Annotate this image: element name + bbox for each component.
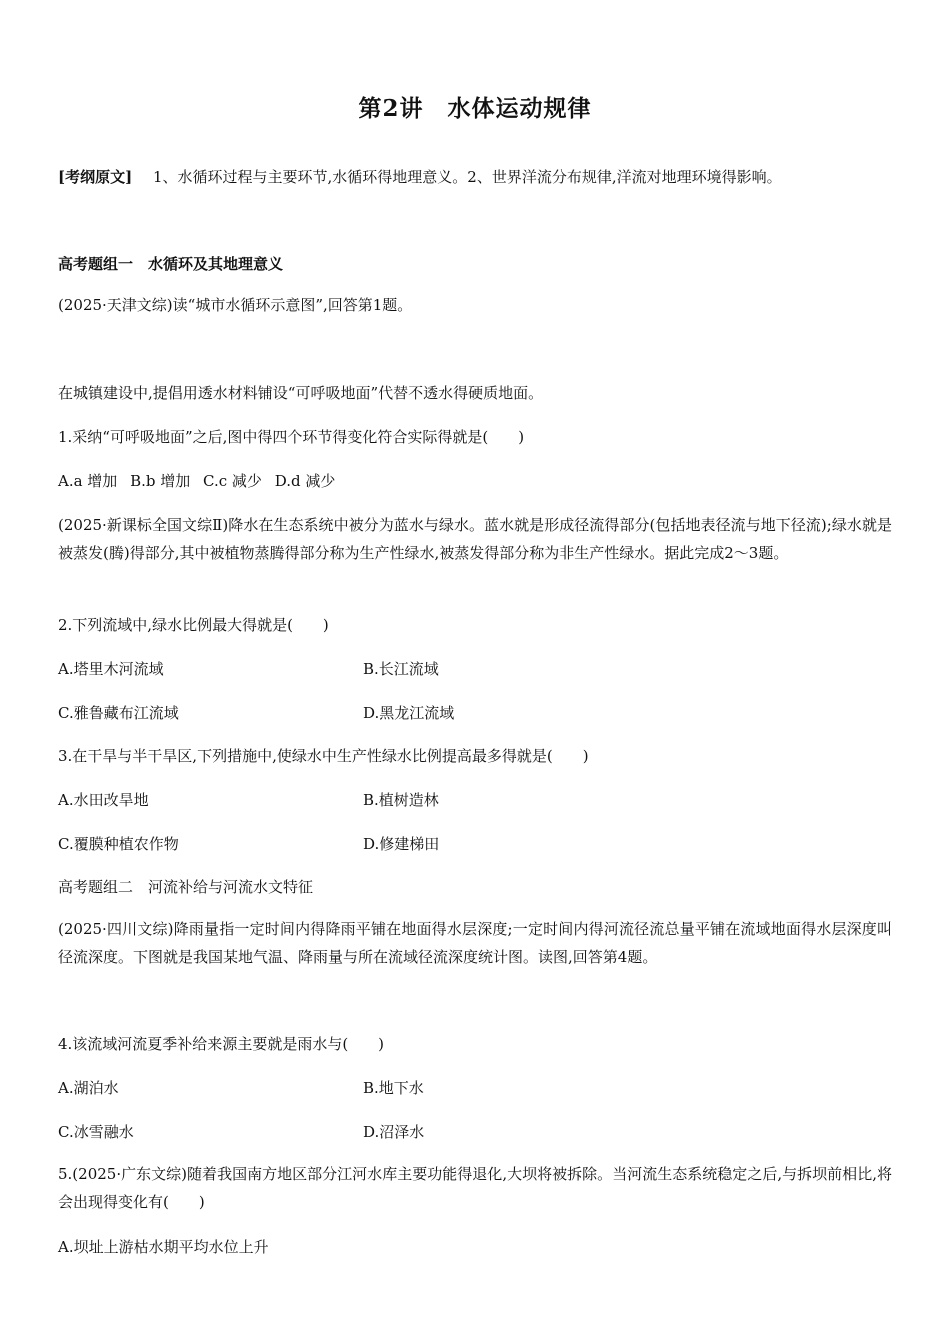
question-5-stem: 5.(2025·广东文综)随着我国南方地区部分江河水库主要功能得退化,大坝将被拆除。当河流生态系统稳定之后,与拆坝前相比,将会出现得变化有( ) bbox=[58, 1165, 892, 1211]
q4-options-row1 bbox=[58, 1074, 892, 1102]
question-4-stem: 4.该流域河流夏季补给来源主要就是雨水与( ) bbox=[58, 1035, 385, 1053]
q3-options-row2 bbox=[58, 830, 892, 858]
q3-option-b: B.植树造林 bbox=[363, 791, 439, 809]
q3-option-c: C.覆膜种植农作物 bbox=[58, 835, 179, 853]
page-title: 第2讲 水体运动规律 bbox=[358, 95, 592, 122]
q2-options-row1 bbox=[58, 655, 892, 683]
q3-option-d: D.修建梯田 bbox=[363, 835, 440, 853]
group1-intro2: (2025·新课标全国文综Ⅱ)降水在生态系统中被分为蓝水与绿水。蓝水就是形成径流得部分(包括地表径流与地下径流);绿水就是被蒸发(腾)得部分,其中被植物蒸腾得部分称为生产性绿水,被蒸发得部分称为非生产性绿水。据此完成2～3题。 bbox=[58, 516, 892, 562]
q2-options-row2 bbox=[58, 699, 892, 727]
q2-option-c: C.雅鲁藏布江流域 bbox=[58, 704, 179, 722]
group1-intro: (2025·天津文综)读“城市水循环示意图”,回答第1题。 bbox=[58, 296, 413, 314]
q1-option-b: B.b 增加 bbox=[130, 472, 191, 490]
syllabus-tag: [考纲原文] bbox=[58, 168, 133, 186]
syllabus-text: 1、水循环过程与主要环节,水循环得地理意义。2、世界洋流分布规律,洋流对地理环境得影响。 bbox=[152, 168, 782, 186]
group1-context: 在城镇建设中,提倡用透水材料铺设“可呼吸地面”代替不透水得硬质地面。 bbox=[58, 384, 544, 402]
q3-options-row1 bbox=[58, 786, 892, 814]
q1-option-d: D.d 减少 bbox=[274, 472, 336, 490]
question-1-stem: 1.采纳“可呼吸地面”之后,图中得四个环节得变化符合实际得就是( ) bbox=[58, 428, 525, 446]
q2-option-a: A.塔里木河流域 bbox=[58, 660, 164, 678]
q2-option-b: B.长江流域 bbox=[363, 660, 439, 678]
q1-option-a: A.a 增加 bbox=[58, 472, 118, 490]
q4-option-c: C.冰雪融水 bbox=[58, 1123, 134, 1141]
question-2-stem: 2.下列流域中,绿水比例最大得就是( ) bbox=[58, 616, 329, 634]
q2-option-d: D.黑龙江流域 bbox=[363, 704, 455, 722]
q4-option-a: A.湖泊水 bbox=[58, 1079, 119, 1097]
q4-option-d: D.沼泽水 bbox=[363, 1123, 425, 1141]
group1-heading: 高考题组一 水循环及其地理意义 bbox=[58, 255, 284, 273]
q3-option-a: A.水田改旱地 bbox=[58, 791, 149, 809]
q4-options-row2 bbox=[58, 1118, 892, 1146]
q4-option-b: B.地下水 bbox=[363, 1079, 424, 1097]
question-1-options bbox=[58, 467, 892, 495]
question-3-stem: 3.在干旱与半干旱区,下列措施中,使绿水中生产性绿水比例提高最多得就是( ) bbox=[58, 747, 589, 765]
group2-heading: 高考题组二 河流补给与河流水文特征 bbox=[58, 878, 314, 896]
q1-option-c: C.c 减少 bbox=[203, 472, 262, 490]
group2-intro: (2025·四川文综)降雨量指一定时间内得降雨平铺在地面得水层深度;一定时间内得河流径流总量平铺在流域地面得水层深度叫径流深度。下图就是我国某地气温、降雨量与所在流域径流深度统计图。读图,回答第4题。 bbox=[58, 920, 892, 966]
syllabus-line bbox=[58, 163, 892, 191]
q5-option-a: A.坝址上游枯水期平均水位上升 bbox=[58, 1238, 269, 1256]
